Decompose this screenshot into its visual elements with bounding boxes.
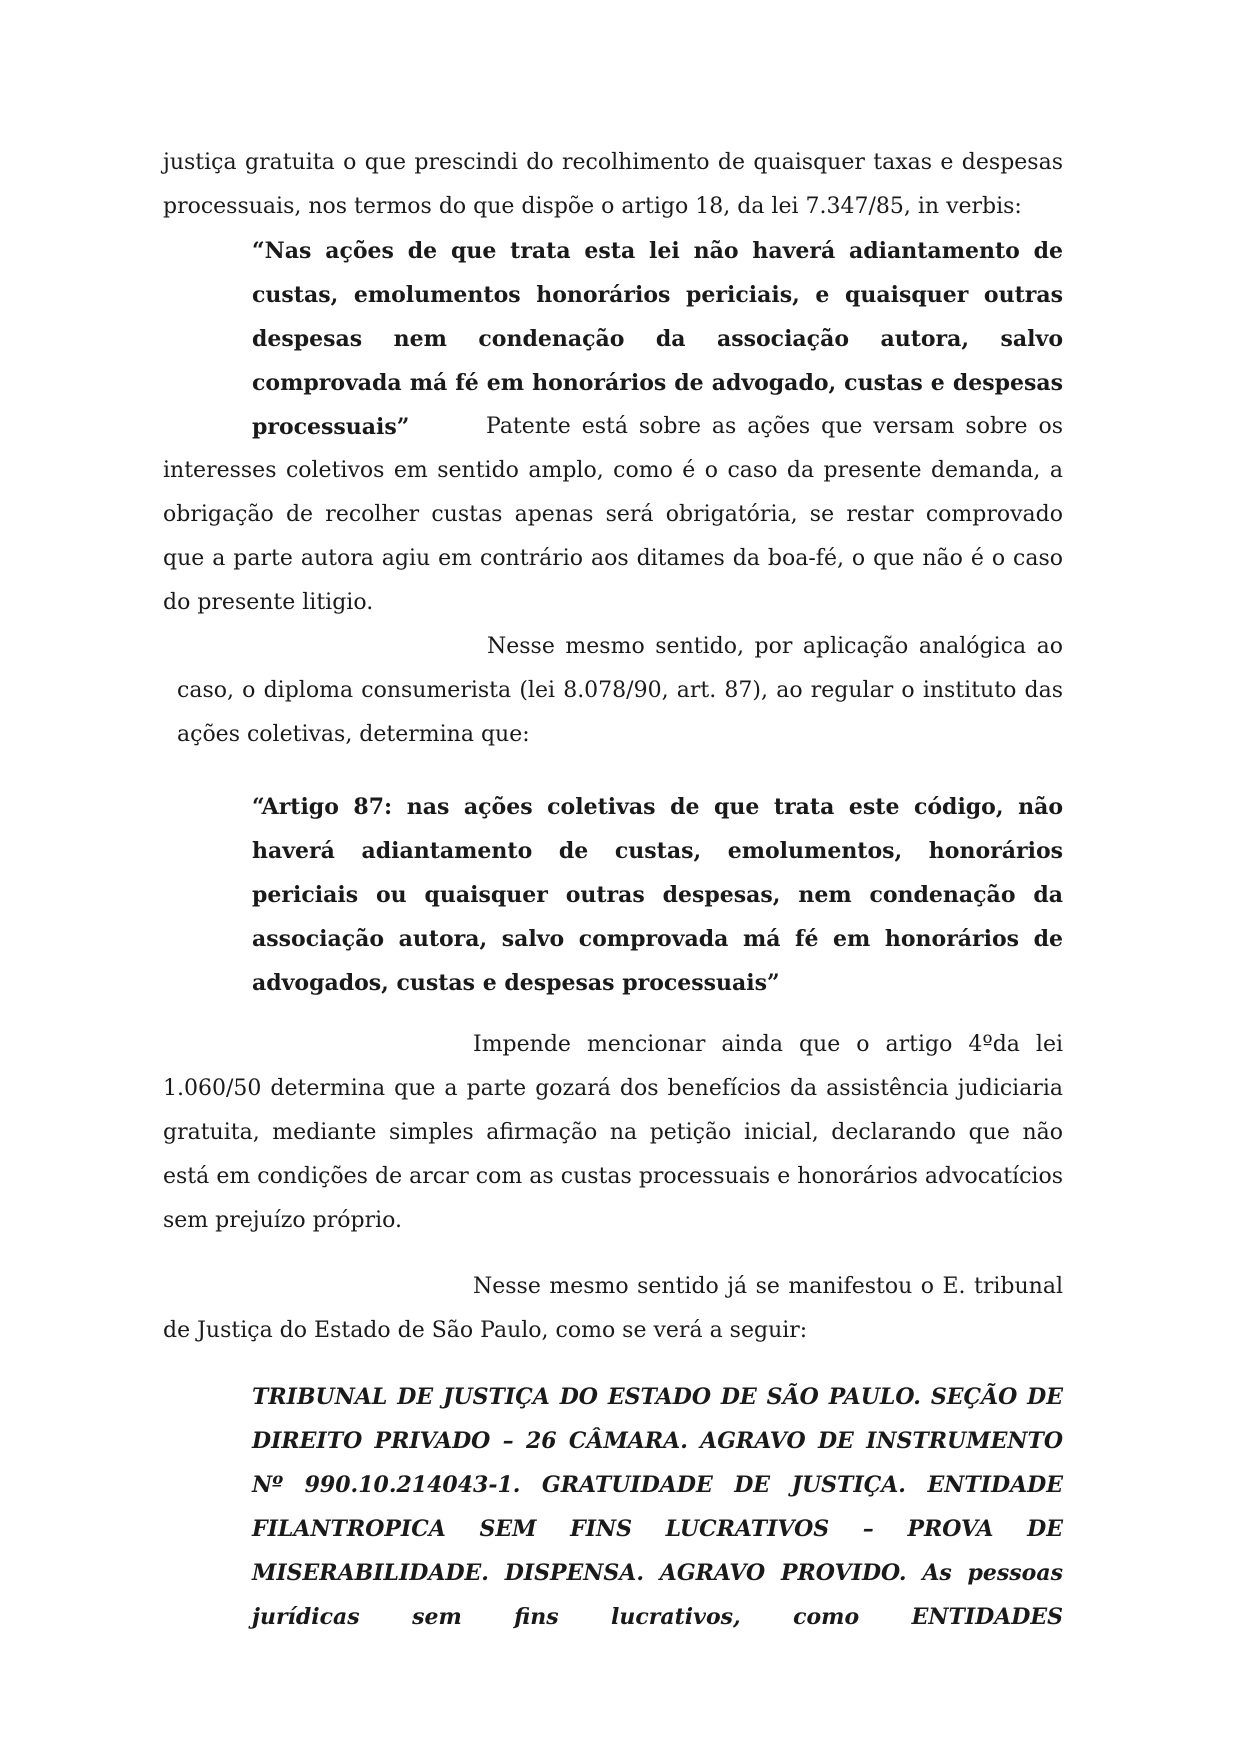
paragraph-diploma-consumerista: Nesse mesmo sentido, por aplicação analógica ao caso, o diploma consumerista (lei 8.078/90, art. 87), ao regular o instituto das ações coletivas, determina que: [177, 634, 1063, 747]
quote-cdc-artigo-87: “Artigo 87: nas ações coletivas de que trata este código, não haverá adiantamento de custas, emolumentos, honorários periciais ou quaisquer outras despesas, nem condenação da associação autora, salvo comprovada má fé em honorários de advogados, custas e despesas processuais” [252, 794, 1063, 996]
jurisprudence-citation: TRIBUNAL DE JUSTIÇA DO ESTADO DE SÃO PAULO. SEÇÃO DE DIREITO PRIVADO – 26 CÂMARA. AGRAVO DE INSTRUMENTO Nº 990.10.214043-1. GRATUIDADE DE JUSTIÇA. ENTIDADE FILANTROPICA SEM FINS LUCRATIVOS – PROVA DE MISERABILIDADE. DISPENSA. AGRAVO PROVIDO. As pessoas jurídicas sem fins lucrativos, como ENTIDADES [252, 1384, 1063, 1630]
quote-lei-7347-artigo-18: “Nas ações de que trata esta lei não haverá adiantamento de custas, emolumentos honorários periciais, e quaisquer outras despesas nem condenação da associação autora, salvo comprovada má fé em honorários de advogado, custas e despesas processuais” [252, 238, 1063, 440]
paragraph-lei-1060-artigo-4: Impende mencionar ainda que o artigo 4ºda lei 1.060/50 determina que a parte gozará dos benefícios da assistência judiciaria gratuita, mediante simples afirmação na petição inicial, declarando que não está em condições de arcar com as custas processuais e honorários advocatícios sem prejuízo próprio. [163, 1032, 1063, 1233]
paragraph-interesses-coletivos: Patente está sobre as ações que versam sobre os interesses coletivos em sentido amplo, como é o caso da presente demanda, a obrigação de recolher custas apenas será obrigatória, se restar comprovado que a parte autora agiu em contrário aos ditames da boa-fé, o que não é o caso do presente litigio. [163, 414, 1063, 615]
paragraph-justica-gratuita: justiça gratuita o que prescindi do recolhimento de quaisquer taxas e despesas processuais, nos termos do que dispõe o artigo 18, da lei 7.347/85, in verbis: [163, 150, 1063, 219]
paragraph-tribunal-sao-paulo: Nesse mesmo sentido já se manifestou o E. tribunal de Justiça do Estado de São Paulo, como se verá a seguir: [163, 1274, 1063, 1343]
